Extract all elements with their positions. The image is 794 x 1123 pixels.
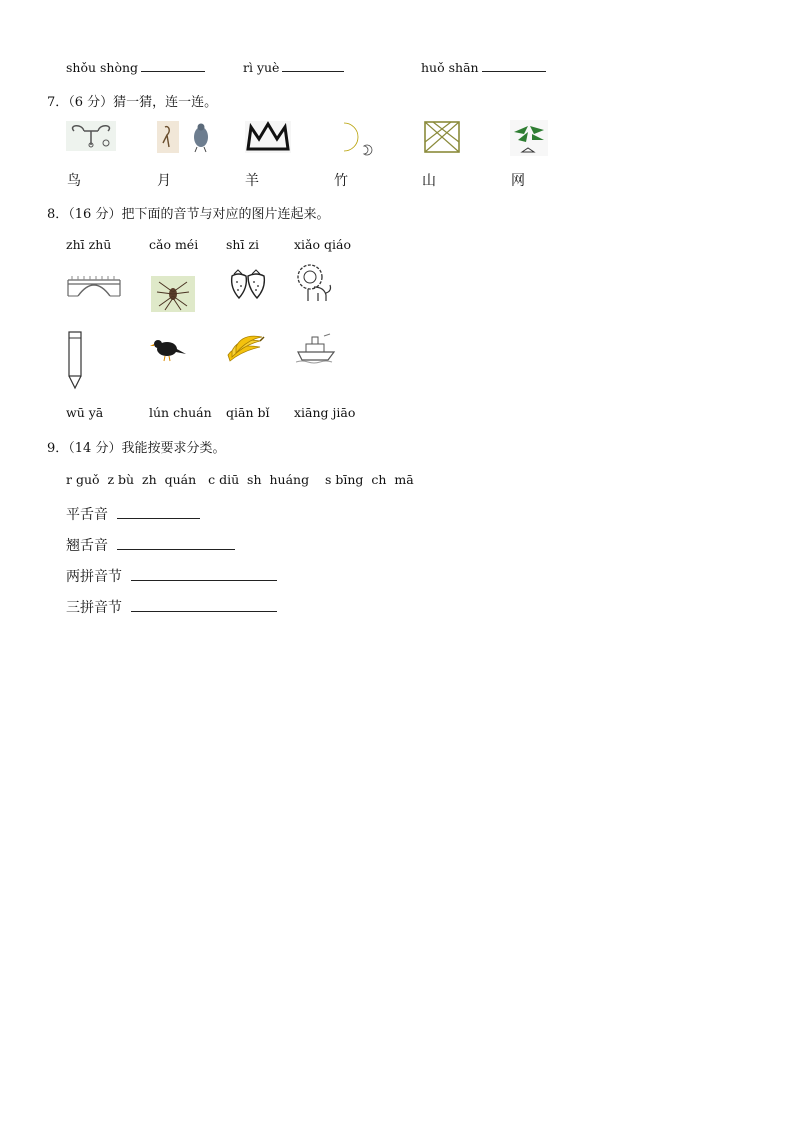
pinyin-label: xiǎo qiáo (294, 237, 351, 252)
top-row-item-1 (66, 59, 205, 75)
answer-blank[interactable] (131, 568, 277, 581)
syllable-list: r guǒ z bù zh quán c diū sh huáng s bīng ch mā (66, 472, 414, 487)
question-7-title (47, 91, 217, 110)
category-row-1 (66, 504, 200, 524)
question-number: 9． (47, 441, 69, 456)
pinyin-label: qiān bǐ (226, 405, 270, 420)
char-label: 羊 (245, 173, 259, 189)
pinyin-label: zhī zhū (66, 237, 112, 252)
question-9-title (47, 437, 225, 456)
net-icon[interactable] (423, 120, 461, 154)
lion-icon[interactable] (294, 263, 334, 305)
category-label: 两拼音节 (66, 569, 122, 585)
answer-blank[interactable] (482, 59, 546, 72)
strawberry-icon[interactable] (228, 268, 268, 300)
question-prompt: （14 分）我能按要求分类。 (68, 441, 226, 456)
answer-blank[interactable] (117, 537, 235, 550)
spider-icon[interactable] (151, 276, 195, 312)
answer-blank[interactable] (141, 59, 205, 72)
bridge-icon[interactable] (66, 270, 122, 300)
sheep-horn-icon[interactable] (66, 121, 116, 151)
pinyin-label: shǒu shòng (66, 60, 139, 75)
pinyin-label: cǎo méi (149, 237, 199, 252)
category-label: 平舌音 (66, 507, 108, 523)
char-label: 山 (422, 173, 436, 189)
answer-blank[interactable] (131, 599, 277, 612)
ship-icon[interactable] (296, 332, 336, 364)
char-label: 竹 (334, 173, 348, 189)
question-number: 7． (47, 95, 69, 110)
pinyin-label: shī zi (226, 237, 260, 252)
bamboo-icon[interactable] (510, 120, 548, 156)
char-label: 鸟 (67, 173, 81, 189)
top-row-item-2 (243, 59, 344, 75)
category-row-4 (66, 597, 277, 617)
question-prompt: （6 分）猜一猜，连一连。 (68, 95, 218, 110)
category-row-3 (66, 566, 277, 586)
question-8-title (47, 203, 329, 222)
question-prompt: （16 分）把下面的音节与对应的图片连起来。 (68, 207, 330, 222)
pinyin-label: huǒ shān (421, 60, 479, 75)
char-label: 网 (511, 173, 525, 189)
answer-blank[interactable] (282, 59, 344, 72)
char-label: 月 (157, 173, 171, 189)
answer-blank[interactable] (117, 506, 200, 519)
category-row-2 (66, 535, 235, 555)
mountain-pictograph-icon[interactable] (245, 121, 291, 153)
crow-icon[interactable] (149, 336, 187, 362)
pinyin-label: rì yuè (243, 60, 280, 75)
pencil-icon[interactable] (66, 330, 84, 390)
pinyin-label: xiāng jiāo (294, 405, 356, 420)
bird-pictograph-icon[interactable] (157, 121, 213, 153)
top-row-item-3 (421, 59, 546, 75)
pinyin-label: wū yā (66, 405, 104, 420)
moon-icon[interactable] (334, 120, 374, 156)
category-label: 翘舌音 (66, 538, 108, 554)
banana-icon[interactable] (224, 333, 266, 363)
question-number: 8． (47, 207, 69, 222)
pinyin-label: lún chuán (149, 405, 212, 420)
category-label: 三拼音节 (66, 600, 122, 616)
